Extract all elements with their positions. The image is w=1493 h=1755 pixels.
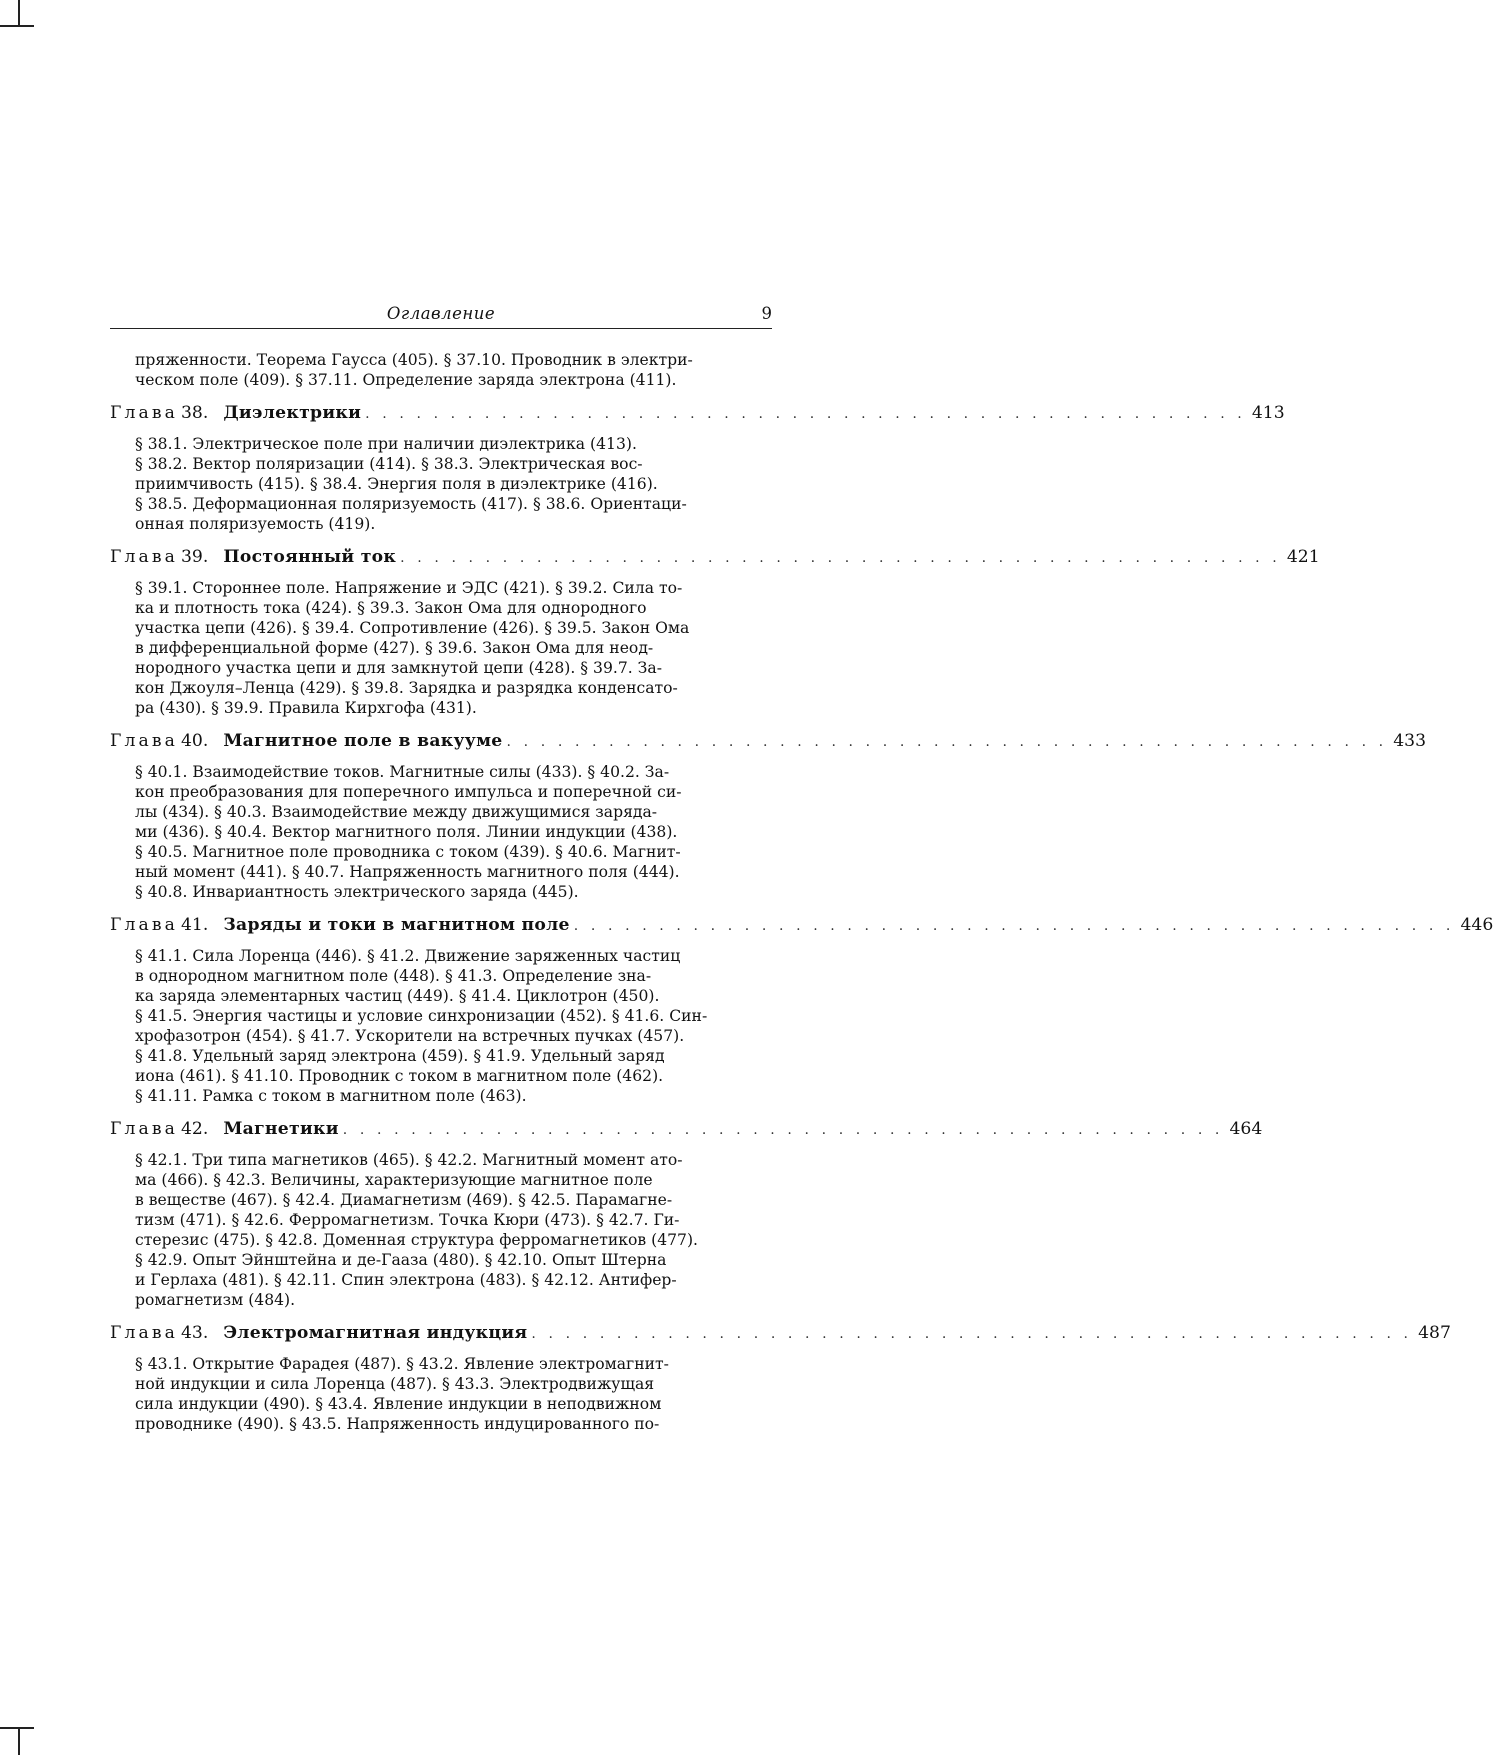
section-line: пряженности. Теорема Гаусса (405). § 37.10. Проводник в электри- xyxy=(135,351,693,369)
section-line: § 41.1. Сила Лоренца (446). § 41.2. Движение заряженных частиц xyxy=(135,947,681,965)
crop-mark-top-left-vertical xyxy=(18,0,20,26)
chapter-word: Глава xyxy=(110,731,178,751)
chapter-page-number: 446 xyxy=(1460,915,1493,935)
section-line: § 38.1. Электрическое поле при наличии диэлектрика (413). xyxy=(135,435,637,453)
chapter-entry xyxy=(110,547,1320,718)
chapter-word: Глава xyxy=(110,915,178,935)
section-line: § 40.5. Магнитное поле проводника с током (439). § 40.6. Магнит- xyxy=(135,843,681,861)
chapter-page-number: 433 xyxy=(1393,731,1427,751)
section-line: ной индукции и сила Лоренца (487). § 43.3. Электродвижущая xyxy=(135,1375,655,1393)
chapter-number: 40. xyxy=(180,731,209,751)
section-line: сила индукции (490). § 43.4. Явление индукции в неподвижном xyxy=(135,1395,662,1413)
leader-dots: . . . . . . . . . . . . . . . . . . . . . . . . . . . . . . . . . . . . . . . . . . . . . . . . . . . . xyxy=(506,734,1388,750)
chapter-entry xyxy=(110,403,1285,534)
chapter-number: 39. xyxy=(180,547,209,567)
section-line: лы (434). § 40.3. Взаимодействие между движущимися заряда- xyxy=(135,803,658,821)
chapter-word: Глава xyxy=(110,1323,178,1343)
section-line: кон Джоуля–Ленца (429). § 39.8. Зарядка и разрядка конденсато- xyxy=(135,679,678,697)
section-list xyxy=(110,946,772,1106)
section-line: стерезис (475). § 42.8. Доменная структура ферромагнетиков (477). xyxy=(135,1231,699,1249)
section-line: хрофазотрон (454). § 41.7. Ускорители на встречных пучках (457). xyxy=(135,1027,685,1045)
section-line: § 41.11. Рамка с током в магнитном поле (463). xyxy=(135,1087,527,1105)
leader-dots: . . . . . . . . . . . . . . . . . . . . . . . . . . . . . . . . . . . . . . . . . . . . . . . . . . . . xyxy=(573,918,1455,934)
crop-mark-top-left-horizontal xyxy=(0,25,34,27)
chapter-title: Диэлектрики xyxy=(223,403,362,423)
section-line: § 41.5. Энергия частицы и условие синхронизации (452). § 41.6. Син- xyxy=(135,1007,708,1025)
section-list xyxy=(110,1150,772,1310)
section-line: § 42.9. Опыт Эйнштейна и де-Гааза (480). § 42.10. Опыт Штерна xyxy=(135,1251,667,1269)
chapter-page-number: 487 xyxy=(1418,1323,1451,1343)
section-list xyxy=(110,762,772,902)
chapter-title: Электромагнитная индукция xyxy=(223,1323,528,1343)
chapter-title: Постоянный ток xyxy=(223,547,397,567)
chapter-word: Глава xyxy=(110,1119,178,1139)
section-line: § 39.1. Стороннее поле. Напряжение и ЭДС (421). § 39.2. Сила то- xyxy=(135,579,683,597)
chapter-title: Магнетики xyxy=(223,1119,339,1139)
chapter-page-number: 464 xyxy=(1229,1119,1263,1139)
chapter-entry xyxy=(110,915,1493,1106)
section-line: ный момент (441). § 40.7. Напряженность магнитного поля (444). xyxy=(135,863,680,881)
chapter-heading[interactable] xyxy=(110,1119,1263,1140)
section-line: ка и плотность тока (424). § 39.3. Закон Ома для однородного xyxy=(135,599,647,617)
section-line: § 41.8. Удельный заряд электрона (459). § 41.9. Удельный заряд xyxy=(135,1047,665,1065)
leader-dots: . . . . . . . . . . . . . . . . . . . . . . . . . . . . . . . . . . . . . . . . . . . . . . . . . . . . xyxy=(342,1122,1224,1138)
chapter-entry xyxy=(110,1323,1451,1434)
chapter-list xyxy=(110,403,1493,1434)
section-line: нородного участка цепи и для замкнутой цепи (428). § 39.7. За- xyxy=(135,659,662,677)
chapter-title: Магнитное поле в вакууме xyxy=(223,731,503,751)
chapter-page-number: 421 xyxy=(1286,547,1320,567)
section-line: ра (430). § 39.9. Правила Кирхгофа (431). xyxy=(135,699,477,717)
chapter-heading[interactable] xyxy=(110,403,1285,424)
section-line: в однородном магнитном поле (448). § 41.3. Определение зна- xyxy=(135,967,652,985)
section-line: проводнике (490). § 43.5. Напряженность индуцированного по- xyxy=(135,1415,660,1433)
chapter-entry xyxy=(110,731,1427,902)
chapter-word: Глава xyxy=(110,403,178,423)
chapter-title: Заряды и токи в магнитном поле xyxy=(223,915,570,935)
chapter-number: 41. xyxy=(180,915,209,935)
chapter-number: 38. xyxy=(180,403,209,423)
chapter-word: Глава xyxy=(110,547,178,567)
chapter-entry xyxy=(110,1119,1263,1310)
chapter-number: 43. xyxy=(180,1323,209,1343)
section-list xyxy=(110,434,772,534)
section-line: ма (466). § 42.3. Величины, характеризующие магнитное поле xyxy=(135,1171,653,1189)
section-line: участка цепи (426). § 39.4. Сопротивление (426). § 39.5. Закон Ома xyxy=(135,619,690,637)
leader-dots: . . . . . . . . . . . . . . . . . . . . . . . . . . . . . . . . . . . . . . . . . . . . . . . . . . . . xyxy=(365,406,1246,422)
section-line: кон преобразования для поперечного импульса и поперечной си- xyxy=(135,783,682,801)
crop-mark-bottom-left-vertical xyxy=(18,1727,20,1755)
leader-dots: . . . . . . . . . . . . . . . . . . . . . . . . . . . . . . . . . . . . . . . . . . . . . . . . . . . . xyxy=(400,550,1281,566)
section-line: ми (436). § 40.4. Вектор магнитного поля. Линии индукции (438). xyxy=(135,823,678,841)
section-line: § 43.1. Открытие Фарадея (487). § 43.2. Явление электромагнит- xyxy=(135,1355,669,1373)
chapter-heading[interactable] xyxy=(110,547,1320,568)
chapter-page-number: 413 xyxy=(1251,403,1285,423)
continuation-block xyxy=(110,350,772,390)
section-line: в веществе (467). § 42.4. Диамагнетизм (469). § 42.5. Парамагне- xyxy=(135,1191,673,1209)
section-line: онная поляризуемость (419). xyxy=(135,515,376,533)
running-header-title: Оглавление xyxy=(386,304,496,323)
section-list xyxy=(110,578,772,718)
section-line: иона (461). § 41.10. Проводник с током в магнитном поле (462). xyxy=(135,1067,664,1085)
chapter-number: 42. xyxy=(180,1119,209,1139)
page-number: 9 xyxy=(761,304,772,323)
chapter-heading[interactable] xyxy=(110,731,1427,752)
section-line: ромагнетизм (484). xyxy=(135,1291,296,1309)
crop-mark-bottom-left-horizontal xyxy=(0,1727,34,1729)
section-line: тизм (471). § 42.6. Ферромагнетизм. Точка Кюри (473). § 42.7. Ги- xyxy=(135,1211,680,1229)
section-line: § 40.1. Взаимодействие токов. Магнитные силы (433). § 40.2. За- xyxy=(135,763,670,781)
section-line: ка заряда элементарных частиц (449). § 41.4. Циклотрон (450). xyxy=(135,987,660,1005)
section-line: § 40.8. Инвариантность электрического заряда (445). xyxy=(135,883,579,901)
chapter-heading[interactable] xyxy=(110,915,1493,936)
section-line: ческом поле (409). § 37.11. Определение заряда электрона (411). xyxy=(135,371,677,389)
section-line: в дифференциальной форме (427). § 39.6. Закон Ома для неод- xyxy=(135,639,654,657)
section-line: и Герлаха (481). § 42.11. Спин электрона (483). § 42.12. Антифер- xyxy=(135,1271,677,1289)
section-list xyxy=(110,1354,772,1434)
section-line: приимчивость (415). § 38.4. Энергия поля в диэлектрике (416). xyxy=(135,475,658,493)
section-line: § 38.2. Вектор поляризации (414). § 38.3. Электрическая вос- xyxy=(135,455,643,473)
running-header xyxy=(110,302,772,329)
table-of-contents xyxy=(110,350,1493,1434)
section-line: § 42.1. Три типа магнетиков (465). § 42.2. Магнитный момент ато- xyxy=(135,1151,683,1169)
section-line: § 38.5. Деформационная поляризуемость (417). § 38.6. Ориентаци- xyxy=(135,495,687,513)
leader-dots: . . . . . . . . . . . . . . . . . . . . . . . . . . . . . . . . . . . . . . . . . . . . . . . . . . . . xyxy=(531,1326,1413,1342)
chapter-heading[interactable] xyxy=(110,1323,1451,1344)
